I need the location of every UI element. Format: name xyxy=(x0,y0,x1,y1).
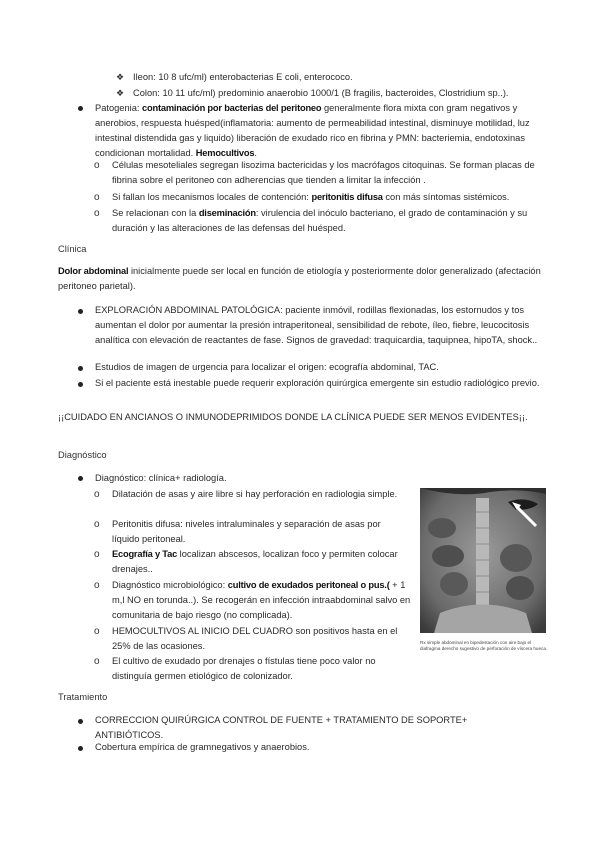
diagnostico-item-4: Diagnóstico microbiológico: cultivo de exudados peritoneal o pus.( + 1 m,l NO en torunda..). Se recogerán en infección intraabdominal salvo en comunitaria de bajo riesgo (no complicada). xyxy=(112,580,411,620)
diamond-bullet-icon: ❖ xyxy=(116,72,125,82)
circle-bullet-icon: o xyxy=(94,549,100,560)
bullet-dot-icon xyxy=(78,746,83,751)
xray-image xyxy=(420,488,546,633)
circle-bullet-icon: o xyxy=(94,626,100,637)
circle-bullet-icon: o xyxy=(94,208,100,219)
diagnostico-item-2: Peritonitis difusa: niveles intraluminales y separación de asas por líquido peritoneal. xyxy=(112,519,381,544)
clinica-paragraph: Dolor abdominal inicialmente puede ser local en función de etiología y posteriormente dolor generalizado (afectación peritoneo parietal). xyxy=(58,266,541,291)
tratamiento-bullet-cobertura: Cobertura empírica de gramnegativos y anaerobios. xyxy=(95,742,310,752)
bullet-dot-icon xyxy=(78,719,83,724)
circle-bullet-icon: o xyxy=(94,656,100,667)
patogenia-item-1: Células mesoteliales segregan lisozima bactericidas y los macrófagos citoquinas. Se forman placas de fibrina sobre el peritoneo con adherencias que tienden a limitar la infección . xyxy=(112,160,535,185)
clinica-bullet-exploracion: EXPLORACIÓN ABDOMINAL PATOLÓGICA: paciente inmóvil, rodillas flexionadas, los estornudos y tos aumentan el dolor por aumentar la presión intraperitoneal, sensibilidad de rebote, íleo, fiebre, leucocitosis analítica con elevación de reactantes de fase. Signos de gravedad: traquicardia, taquipnea, hipoTA, shock.. xyxy=(95,305,538,345)
xray-drawing xyxy=(420,488,546,633)
section-heading-clinica: Clínica xyxy=(58,244,87,254)
tratamiento-bullet-correccion: CORRECCION QUIRÚRGICA CONTROL DE FUENTE + TRATAMIENTO DE SOPORTE+ ANTIBIÓTICOS. xyxy=(95,715,468,740)
section-heading-tratamiento: Tratamiento xyxy=(58,692,108,702)
bullet-dot-icon xyxy=(78,309,83,314)
diagnostico-item-3: Ecografía y Tac localizan abscesos, localizan foco y permiten colocar drenajes.. xyxy=(112,549,398,574)
circle-bullet-icon: o xyxy=(94,489,100,500)
patogenia-item-3: Se relacionan con la diseminación: virulencia del inóculo bacteriano, el grado de contaminación y su duración y las alteraciones de las defensas del huésped. xyxy=(112,208,528,233)
circle-bullet-icon: o xyxy=(94,160,100,171)
clinica-warning: ¡¡CUIDADO EN ANCIANOS O INMUNODEPRIMIDOS DONDE LA CLÍNICA PUEDE SER MENOS EVIDENTES¡¡. xyxy=(58,412,528,422)
diagnostico-bullet: Diagnóstico: clínica+ radiología. xyxy=(95,473,227,483)
xray-caption: Rx simple abdominal en bipedestación con aire bajo el diafragma derecho sugestivo de perforación de víscera hueca. xyxy=(420,640,548,651)
bullet-dot-icon xyxy=(78,382,83,387)
bullet-dot-icon xyxy=(78,476,83,481)
circle-bullet-icon: o xyxy=(94,519,100,530)
clinica-bullet-inestable: Si el paciente está inestable puede requerir exploración quirúrgica emergente sin estudio radiológico previo. xyxy=(95,378,540,388)
sub-item-ileon: Ileon: 10 8 ufc/ml) enterobacterias E coli, enterococo. xyxy=(133,72,353,82)
bullet-dot-icon xyxy=(78,106,83,111)
bullet-dot-icon xyxy=(78,366,83,371)
patogenia-item-2: Si fallan los mecanismos locales de contención: peritonitis difusa con más síntomas sistémicos. xyxy=(112,192,510,202)
diagnostico-item-1: Dilatación de asas y aire libre si hay perforación en radiologia simple. xyxy=(112,489,398,499)
sub-item-colon: Colon: 10 11 ufc/ml) predominio anaerobio 1000/1 (B fragilis, bacteroides, Clostridium sp..). xyxy=(133,88,509,98)
diagnostico-item-5: HEMOCULTIVOS AL INICIO DEL CUADRO son positivos hasta en el 25% de las ocasiones. xyxy=(112,626,398,651)
clinica-bullet-imagen: Estudios de imagen de urgencia para localizar el origen: ecografía abdominal, TAC. xyxy=(95,362,439,372)
circle-bullet-icon: o xyxy=(94,580,100,591)
diamond-bullet-icon: ❖ xyxy=(116,88,125,98)
patogenia-paragraph: Patogenia: contaminación por bacterias del peritoneo generalmente flora mixta con gram negativos y anerobios, respuesta huésped(inflamatoria: aumento de permeabilidad intestinal, disminuye motilidad, luz intestinal distendida gas y liquido) liberación de exudado rico en fibrina y PMN: bacteriemia, endotoxinas condicionan mortalidad. Hemocultivos. xyxy=(95,103,530,158)
circle-bullet-icon: o xyxy=(94,192,100,203)
section-heading-diagnostico: Diagnóstico xyxy=(58,450,107,460)
diagnostico-item-6: El cultivo de exudado por drenajes o fístulas tiene poco valor no distinguía germen etiológico de colonizador. xyxy=(112,656,376,681)
